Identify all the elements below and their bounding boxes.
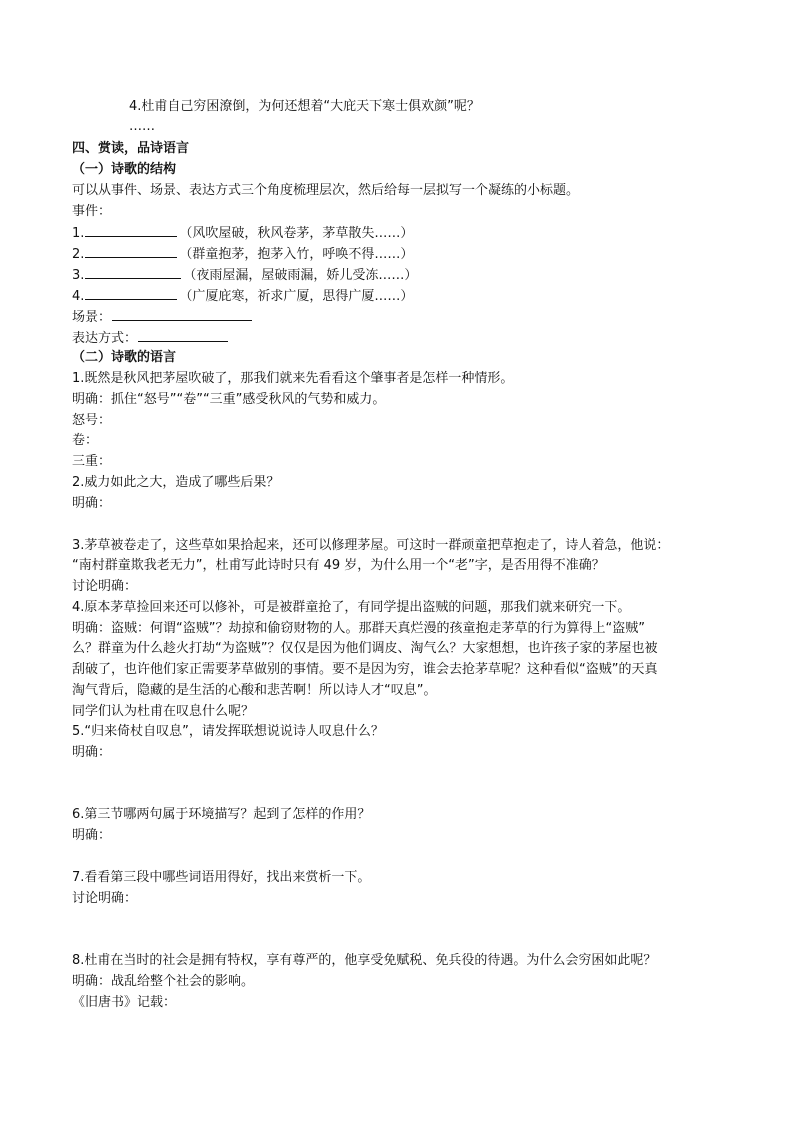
language-answer-4-line-2: 么？群童为什么趁火打劫“为盗贼”？仅仅是因为他们调皮、淘气么？大家想想，也许孩子家的茅屋也被 (72, 641, 658, 656)
language-answer-4-line-4: 淘气背后，隐藏的是生活的心酸和悲苦啊！所以诗人才“叹息”。 (72, 683, 437, 698)
language-answer-7: 讨论明确： (72, 891, 138, 906)
language-answer-2: 明确： (72, 496, 112, 511)
language-answer-4-line-3: 刮破了，也许他们家正需要茅草做别的事情。要不是因为穷，谁会去抢茅草呢？这种看似“盗贼”的天真 (72, 662, 658, 677)
language-answer-8: 明确：战乱给整个社会的影响。 (72, 974, 255, 989)
event-number: 1. (72, 226, 85, 241)
subsection-language-heading: （二）诗歌的语言 (72, 350, 177, 365)
answer-blank[interactable] (85, 243, 177, 258)
language-followup-question: 同学们认为杜甫在叹息什么呢？ (72, 704, 255, 719)
expression-label: 表达方式： (72, 331, 138, 346)
event-note: （群童抱茅，抱茅入竹，呼唤不得……） (179, 247, 414, 262)
event-number: 3. (72, 268, 85, 283)
language-question-8: 8.杜甫在当时的社会是拥有特权，享有尊严的，他享受免赋税、免兵役的待遇。为什么会穷困如此呢？ (72, 953, 657, 968)
language-question-5: 5.“归来倚杖自叹息”，请发挥联想说说诗人叹息什么？ (72, 724, 384, 739)
scene-line (72, 306, 254, 328)
expression-line (72, 327, 230, 349)
language-question-2: 2.威力如此之大，造成了哪些后果？ (72, 475, 280, 490)
language-answer-6: 明确： (72, 828, 112, 843)
event-note: （风吹屋破，秋风卷茅，茅草散失……） (179, 226, 414, 241)
section-heading: 四、赏读，品诗语言 (72, 141, 190, 156)
answer-blank[interactable] (85, 222, 177, 237)
subsection-structure-heading: （一）诗歌的结构 (72, 162, 177, 177)
language-question-7: 7.看看第三段中哪些词语用得好，找出来赏析一下。 (72, 870, 371, 885)
language-answer-1: 明确：抓住“怒号”“卷”“三重”感受秋风的气势和威力。 (72, 392, 386, 407)
structure-instruction: 可以从事件、场景、表达方式三个角度梳理层次，然后给每一层拟写一个凝练的小标题。 (72, 183, 580, 198)
language-question-6: 6.第三节哪两句属于环境描写？起到了怎样的作用？ (72, 807, 371, 822)
event-note: （夜雨屋漏，屋破雨漏，娇儿受冻……） (183, 268, 418, 283)
language-answer-5: 明确： (72, 745, 112, 760)
language-question-4: 4.原本茅草捡回来还可以修补，可是被群童抢了，有同学提出盗贼的问题，那我们就来研究一下。 (72, 600, 631, 615)
event-item (72, 243, 413, 265)
scene-blank[interactable] (112, 306, 252, 321)
sanchong-label: 三重： (72, 454, 112, 469)
event-item (72, 264, 417, 286)
language-question-1: 1.既然是秋风把茅屋吹破了，那我们就来先看看这个肇事者是怎样一种情形。 (72, 371, 514, 386)
events-label: 事件： (72, 204, 112, 219)
language-answer-3: 讨论明确： (72, 579, 138, 594)
answer-blank[interactable] (85, 285, 177, 300)
jiutangshu-record-label: 《旧唐书》记载： (72, 995, 177, 1010)
language-question-3-line-2: “南村群童欺我老无力”，杜甫写此诗时只有 49 岁，为什么用一个“老”字，是否用得不准确？ (72, 558, 605, 573)
event-item (72, 285, 413, 307)
event-number: 4. (72, 289, 85, 304)
ellipsis: …… (129, 119, 155, 134)
language-answer-4-line-1: 明确：盗贼：何谓“盗贼”？劫掠和偷窃财物的人。那群天真烂漫的孩童抱走茅草的行为算得上“盗贼” (72, 621, 645, 636)
expression-blank[interactable] (138, 327, 228, 342)
event-note: （广厦庇寒，祈求广厦，思得广厦……） (179, 289, 414, 304)
answer-blank[interactable] (85, 264, 181, 279)
event-number: 2. (72, 247, 85, 262)
event-item (72, 222, 413, 244)
language-question-3-line-1: 3.茅草被卷走了，这些草如果拾起来，还可以修理茅屋。可这时一群顽童把草抱走了，诗人着急，他说： (72, 538, 670, 553)
question-4-prior: 4.杜甫自己穷困潦倒，为何还想着“大庇天下寒士俱欢颜”呢？ (129, 99, 480, 114)
nuhao-label: 怒号： (72, 413, 112, 428)
scene-label: 场景： (72, 310, 112, 325)
juan-label: 卷： (72, 433, 99, 448)
